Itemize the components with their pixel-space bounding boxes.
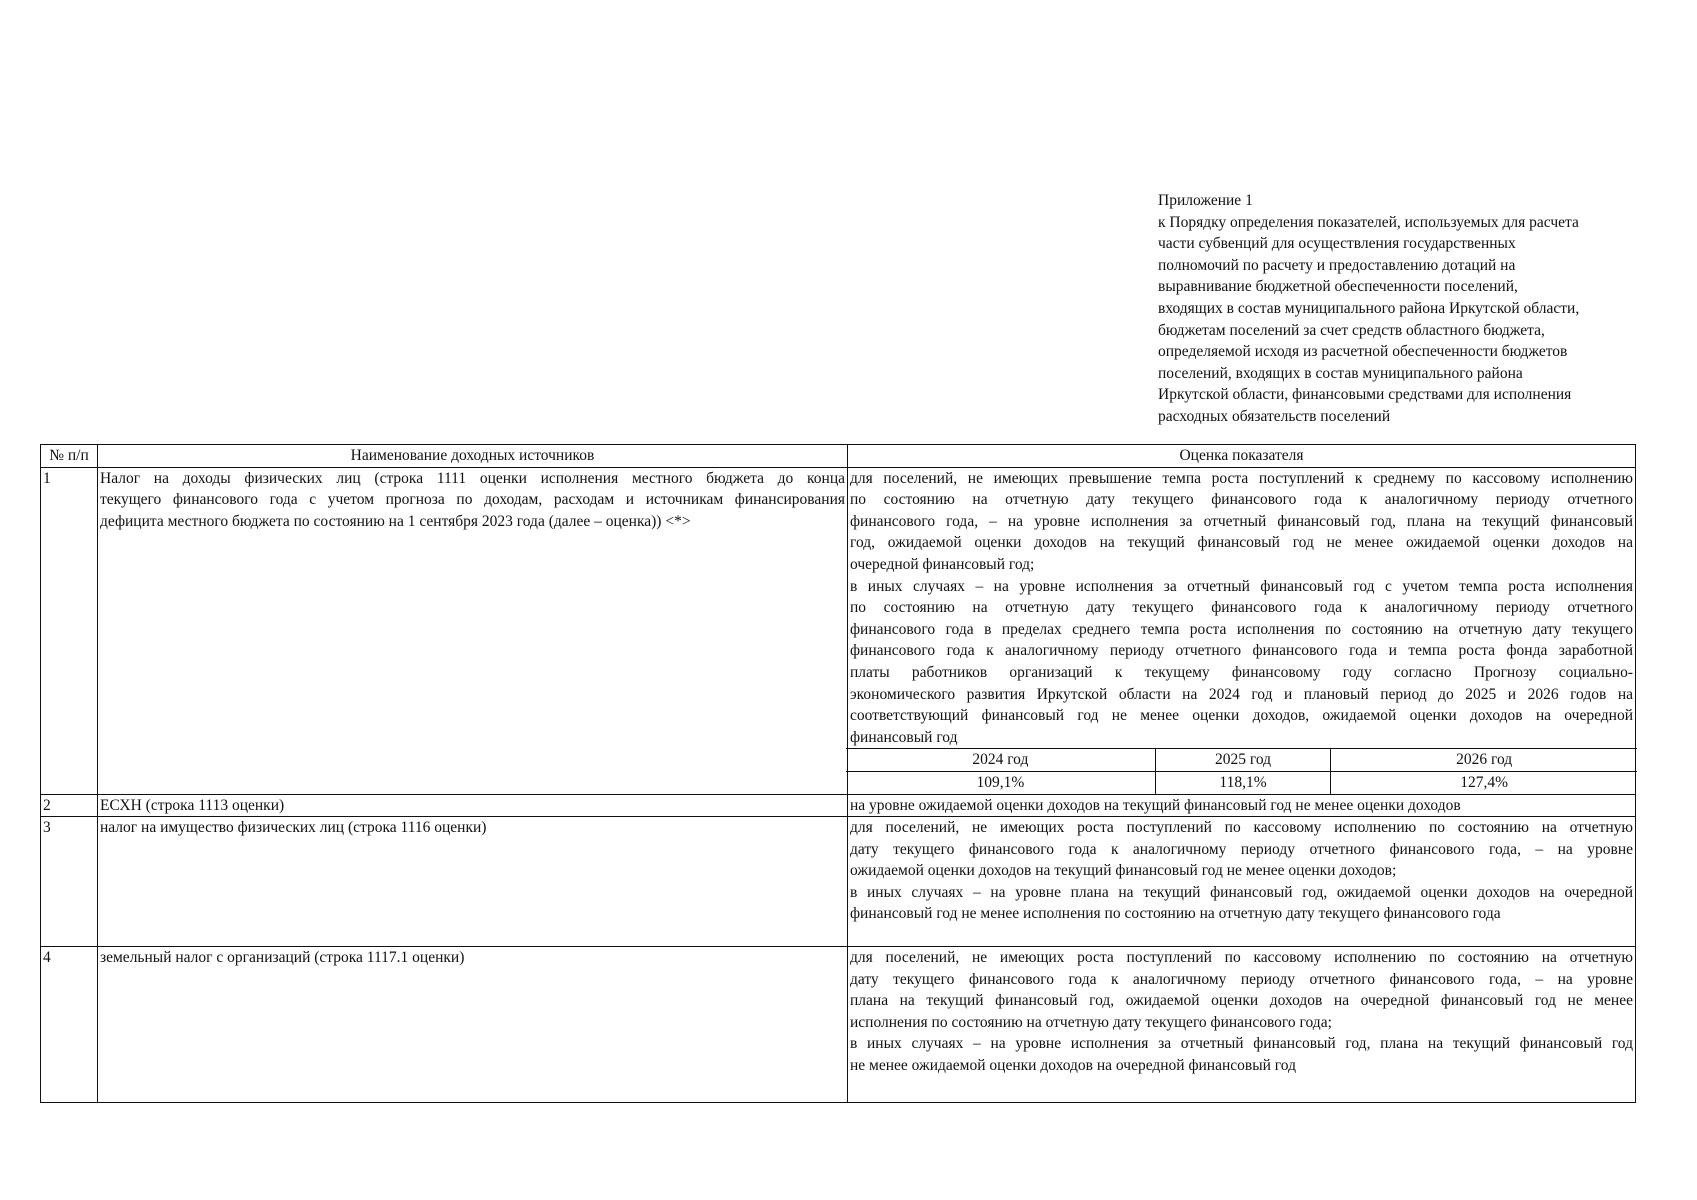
header-income-source: Наименование доходных источников <box>98 445 848 468</box>
rate-year: 2026 год <box>1331 749 1637 772</box>
table-row <box>41 794 1636 817</box>
rate-value: 127,4% <box>1331 771 1637 793</box>
text-line: финансовый год <box>850 728 958 746</box>
text-line: платы работников организаций к текущему финансовому году согласно Прогнозу социально- <box>850 663 1633 681</box>
table-row <box>41 947 1636 1103</box>
text-line: год, ожидаемой оценки доходов на текущий финансовый год не менее ожидаемой оценки доходов на <box>850 534 1633 552</box>
row-number: 2 <box>41 794 98 817</box>
table-row <box>41 467 1636 794</box>
header-number: № п/п <box>41 445 98 468</box>
text-line: дефицита местного бюджета по состоянию на 1 сентября 2023 года (далее – оценка)) <*> <box>100 512 691 530</box>
text-line: на уровне ожидаемой оценки доходов на текущий финансовый год не менее оценки доходов <box>850 796 1461 814</box>
text-line: для поселений, не имеющих роста поступлений по кассовому исполнению по состоянию на отчетную <box>850 819 1633 837</box>
text-line: для поселений, не имеющих роста поступлений по кассовому исполнению по состоянию на отчетную <box>850 949 1633 967</box>
text-line: по состоянию на отчетную дату текущего финансового года к аналогичному периоду отчетного <box>850 491 1633 509</box>
row-number: 3 <box>41 817 98 947</box>
text-line: экономического развития Иркутской области на 2024 год и плановый период до 2025 и 2026 годов на <box>850 685 1633 703</box>
rate-value: 109,1% <box>846 771 1155 793</box>
rates-year-row <box>846 749 1637 772</box>
text-line: исполнения по состоянию на отчетную дату текущего финансового года; <box>850 1013 1332 1031</box>
header-assessment: Оценка показателя <box>848 445 1636 468</box>
text-line: ожидаемой оценки доходов на текущий финансовый год не менее оценки доходов; <box>850 862 1397 880</box>
income-source-cell <box>98 817 848 947</box>
appendix-line: полномочий по расчету и предоставлению дотаций на <box>1158 256 1516 274</box>
text-line: дату текущего финансового года к аналогичному периоду отчетного финансового года, – на уровне <box>850 970 1633 988</box>
appendix-line: входящих в состав муниципального района Иркутской области, <box>1158 299 1580 317</box>
text-line: в иных случаях – на уровне плана на текущий финансовый год, ожидаемой оценки доходов на очередной <box>850 883 1633 901</box>
text-line: финансового года к аналогичному периоду отчетного финансового года и темпа роста фонда заработной <box>850 642 1633 660</box>
appendix-line: определяемой исходя из расчетной обеспеченности бюджетов <box>1158 343 1568 361</box>
income-source-cell <box>98 794 848 817</box>
assessment-cell <box>848 817 1636 947</box>
text-line: финансового года в пределах среднего темпа роста исполнения по состоянию на отчетную дату текущего <box>850 620 1633 638</box>
table-header-row <box>41 445 1636 468</box>
row-number: 4 <box>41 947 98 1103</box>
rate-value: 118,1% <box>1155 771 1331 793</box>
rate-year: 2025 год <box>1155 749 1331 772</box>
text-line: в иных случаях – на уровне исполнения за отчетный финансовый год, плана на текущий финансовый год <box>850 1035 1633 1053</box>
text-line: Налог на доходы физических лиц (строка 1111 оценки исполнения местного бюджета до конца <box>100 469 845 487</box>
text-line: очередной финансовый год; <box>850 555 1035 573</box>
text-line: финансового года, – на уровне исполнения за отчетный финансовый год, плана на текущий финансовый <box>850 512 1633 530</box>
text-line: не менее ожидаемой оценки доходов на очередной финансовый год <box>850 1057 1296 1075</box>
appendix-line: Иркутской области, финансовыми средствами для исполнения <box>1158 386 1572 404</box>
rates-value-row <box>846 771 1637 793</box>
text-line: для поселений, не имеющих превышение темпа роста поступлений к среднему по кассовому исполнению <box>850 469 1633 487</box>
appendix-line: к Порядку определения показателей, используемых для расчета <box>1158 213 1579 231</box>
appendix-line: расходных обязательств поселений <box>1158 407 1391 425</box>
text-line: дату текущего финансового года к аналогичному периоду отчетного финансового года, – на уровне <box>850 840 1633 858</box>
rate-year: 2024 год <box>846 749 1155 772</box>
appendix-line: части субвенций для осуществления государственных <box>1158 235 1516 253</box>
text-line: земельный налог с организаций (строка 1117.1 оценки) <box>100 949 465 967</box>
income-source-cell <box>98 947 848 1103</box>
appendix-line: поселений, входящих в состав муниципального района <box>1158 364 1523 382</box>
text-line: ЕСХН (строка 1113 оценки) <box>100 796 285 814</box>
appendix-title: Приложение 1 <box>1158 192 1253 209</box>
row-number: 1 <box>41 467 98 794</box>
growth-rates-table <box>846 748 1637 793</box>
assessment-cell <box>848 947 1636 1103</box>
text-line: налог на имущество физических лиц (строка 1116 оценки) <box>100 819 487 837</box>
assessment-cell <box>848 467 1636 794</box>
appendix-line: бюджетам поселений за счет средств областного бюджета, <box>1158 321 1545 339</box>
text-line: по состоянию на отчетную дату текущего финансового года к аналогичному периоду отчетного <box>850 599 1633 617</box>
appendix-line: выравнивание бюджетной обеспеченности поселений, <box>1158 278 1518 296</box>
table-row <box>41 817 1636 947</box>
text-line: финансовый год не менее исполнения по состоянию на отчетную дату текущего финансового года <box>850 905 1501 923</box>
income-sources-table <box>40 444 1636 1103</box>
income-source-cell <box>98 467 848 794</box>
text-line: текущего финансового года с учетом прогноза по доходам, расходам и источникам финансирования <box>100 491 845 509</box>
text-line: соответствующий финансовый год не менее оценки доходов, ожидаемой оценки доходов на очередной <box>850 707 1633 725</box>
appendix-heading <box>1158 190 1658 428</box>
text-line: в иных случаях – на уровне исполнения за отчетный финансовый год с учетом темпа роста исполнения <box>850 577 1633 595</box>
text-line: плана на текущий финансовый год, ожидаемой оценки доходов на очередной финансовый год не менее <box>850 992 1633 1010</box>
assessment-cell <box>848 794 1636 817</box>
